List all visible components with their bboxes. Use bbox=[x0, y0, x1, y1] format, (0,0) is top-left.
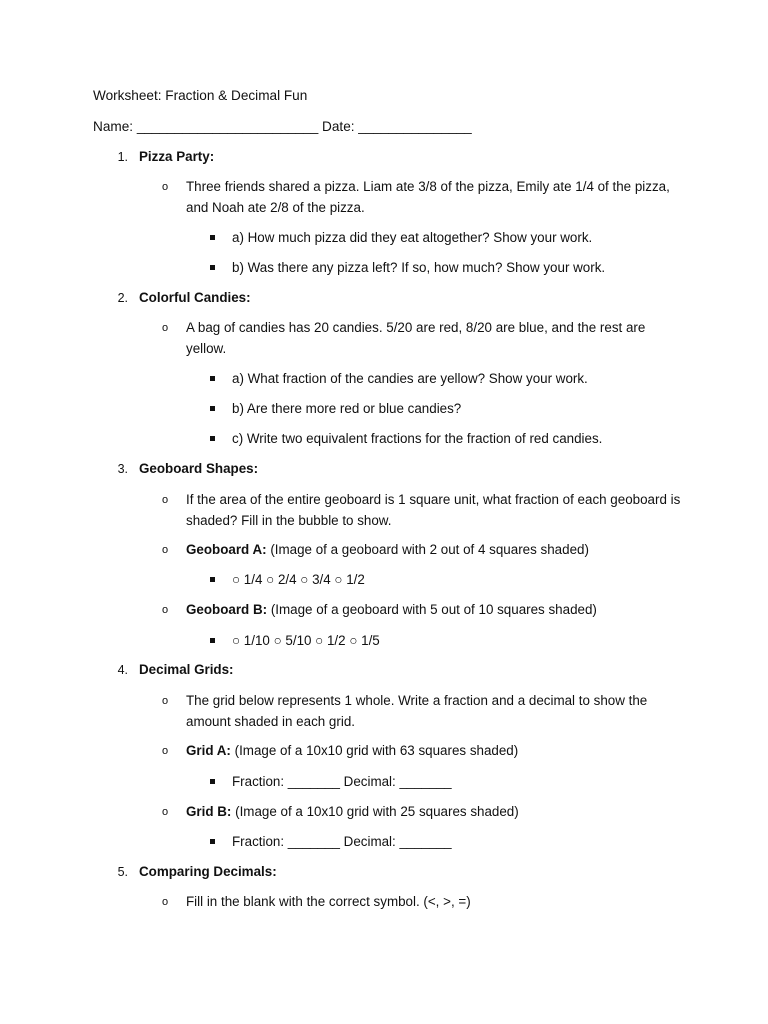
question-intro: If the area of the entire geoboard is 1 square unit, what fraction of each geoboard is shaded? Fill in the bubble to show. bbox=[186, 492, 681, 528]
section-heading: Colorful Candies: bbox=[139, 290, 251, 305]
question-intro: A bag of candies has 20 candies. 5/20 are red, 8/20 are blue, and the rest are yellow. bbox=[186, 320, 646, 356]
section-number: 2. bbox=[117, 291, 128, 305]
grid-b-item bbox=[186, 802, 686, 823]
section-heading: Comparing Decimals: bbox=[139, 864, 277, 879]
section-heading: Decimal Grids: bbox=[139, 662, 234, 677]
circle-bullet-icon: o bbox=[162, 695, 169, 707]
geoboard-a-item bbox=[186, 540, 686, 561]
square-bullet-icon bbox=[210, 779, 215, 784]
section-number: 4. bbox=[117, 663, 128, 677]
item-label: Geoboard B: bbox=[186, 602, 268, 617]
item-description: (Image of a geoboard with 2 out of 4 squares shaded) bbox=[266, 542, 589, 557]
question-intro: The grid below represents 1 whole. Write a fraction and a decimal to show the amount shaded in each grid. bbox=[186, 693, 648, 729]
question-item: a) How much pizza did they eat altogether? Show your work. bbox=[232, 230, 593, 245]
item-label: Grid A: bbox=[186, 743, 231, 758]
circle-bullet-icon: o bbox=[162, 604, 169, 616]
grid-a-item bbox=[186, 741, 686, 762]
section-number: 3. bbox=[117, 462, 128, 476]
square-bullet-icon bbox=[210, 638, 215, 643]
square-bullet-icon bbox=[210, 436, 215, 441]
square-bullet-icon bbox=[210, 265, 215, 270]
item-label: Grid B: bbox=[186, 804, 232, 819]
circle-bullet-icon: o bbox=[162, 181, 169, 193]
square-bullet-icon bbox=[210, 577, 215, 582]
geoboard-b-item bbox=[186, 600, 686, 621]
item-description: (Image of a geoboard with 5 out of 10 squares shaded) bbox=[267, 602, 597, 617]
question-item: a) What fraction of the candies are yellow? Show your work. bbox=[232, 371, 588, 386]
circle-bullet-icon: o bbox=[162, 896, 169, 908]
circle-bullet-icon: o bbox=[162, 544, 169, 556]
answer-options: ○ 1/4 ○ 2/4 ○ 3/4 ○ 1/2 bbox=[232, 572, 365, 587]
circle-bullet-icon: o bbox=[162, 494, 169, 506]
answer-blanks: Fraction: _______ Decimal: _______ bbox=[232, 774, 452, 789]
item-description: (Image of a 10x10 grid with 25 squares shaded) bbox=[231, 804, 519, 819]
worksheet-title: Worksheet: Fraction & Decimal Fun bbox=[93, 88, 308, 103]
section-number: 1. bbox=[117, 150, 128, 164]
question-item: b) Was there any pizza left? If so, how much? Show your work. bbox=[232, 260, 606, 275]
section-heading: Pizza Party: bbox=[139, 149, 215, 164]
square-bullet-icon bbox=[210, 235, 215, 240]
question-intro: Three friends shared a pizza. Liam ate 3/8 of the pizza, Emily ate 1/4 of the pizza, and Noah ate 2/8 of the pizza. bbox=[186, 179, 670, 215]
square-bullet-icon bbox=[210, 406, 215, 411]
item-label: Geoboard A: bbox=[186, 542, 267, 557]
square-bullet-icon bbox=[210, 376, 215, 381]
question-item: b) Are there more red or blue candies? bbox=[232, 401, 462, 416]
section-heading: Geoboard Shapes: bbox=[139, 461, 259, 476]
circle-bullet-icon: o bbox=[162, 745, 169, 757]
circle-bullet-icon: o bbox=[162, 806, 169, 818]
circle-bullet-icon: o bbox=[162, 322, 169, 334]
section-number: 5. bbox=[117, 865, 128, 879]
question-item: c) Write two equivalent fractions for the fraction of red candies. bbox=[232, 431, 603, 446]
item-description: (Image of a 10x10 grid with 63 squares shaded) bbox=[230, 743, 519, 758]
name-date-line: Name: ________________________ Date: _______________ bbox=[93, 119, 472, 134]
answer-options: ○ 1/10 ○ 5/10 ○ 1/2 ○ 1/5 bbox=[232, 633, 380, 648]
question-intro: Fill in the blank with the correct symbol. (<, >, =) bbox=[186, 894, 471, 909]
square-bullet-icon bbox=[210, 839, 215, 844]
answer-blanks: Fraction: _______ Decimal: _______ bbox=[232, 834, 452, 849]
